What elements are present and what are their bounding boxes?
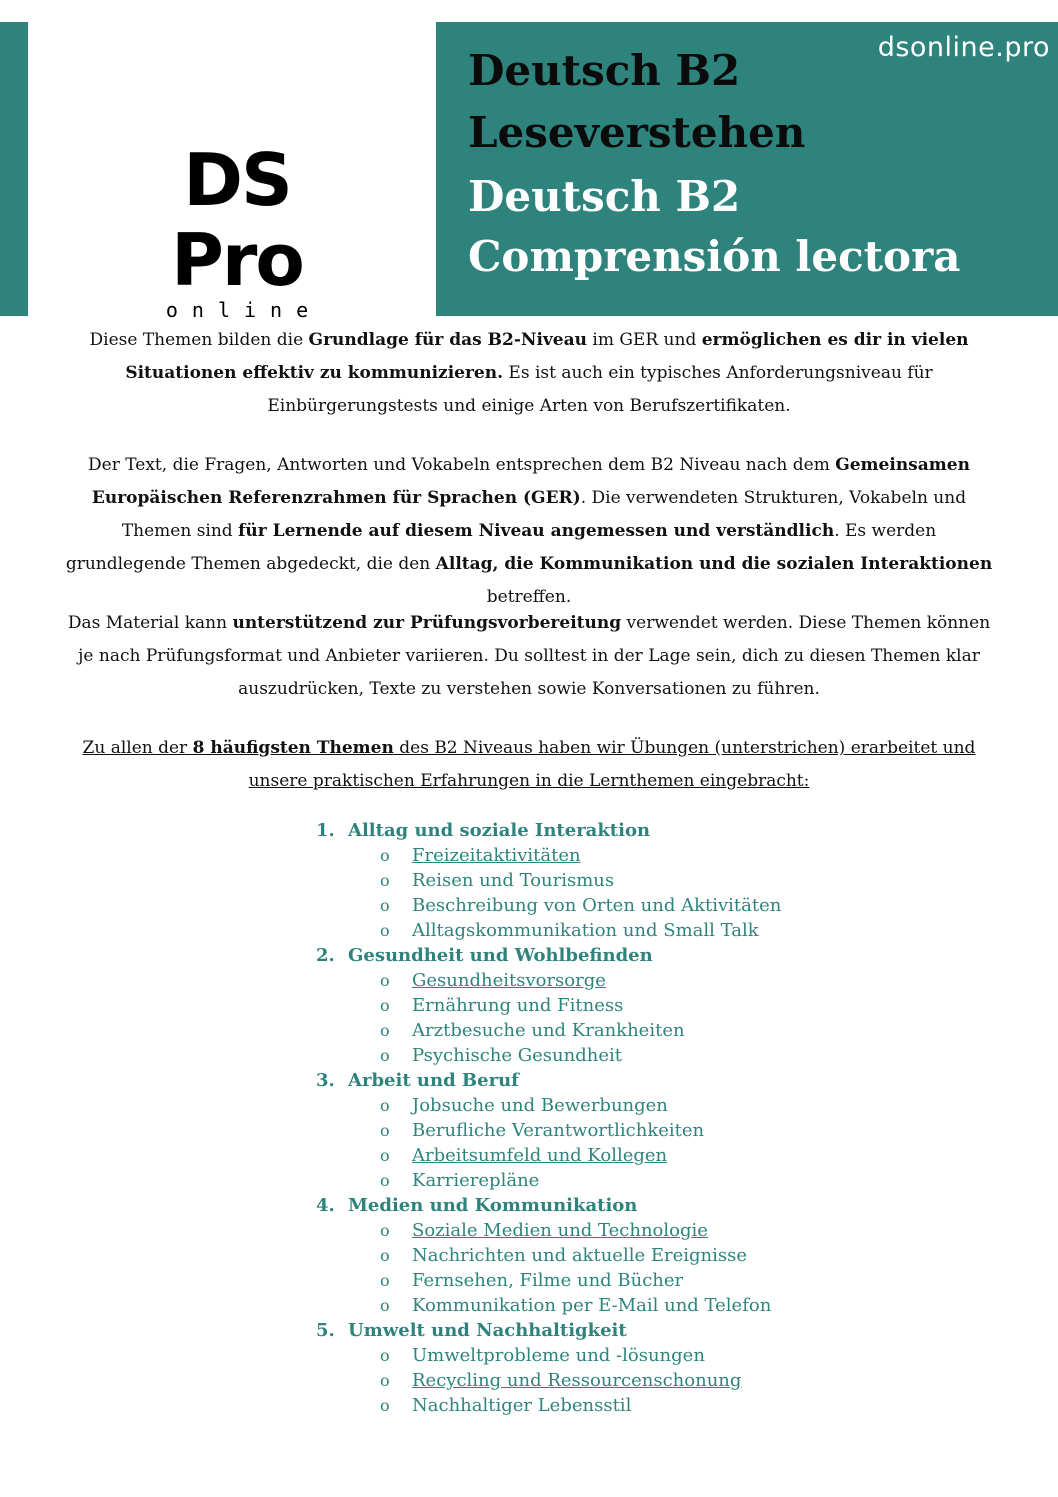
circle-bullet-icon: o	[380, 1271, 390, 1290]
exercise-link[interactable]: Freizeitaktivitäten	[412, 845, 581, 866]
text-run: unterstützend zur Prüfungsvorbereitung	[232, 613, 622, 633]
intro-paragraph	[60, 324, 998, 423]
topic-title: Arbeit und Beruf	[348, 1070, 519, 1091]
text-run: Zu allen der	[82, 738, 193, 758]
subtopic-item[interactable]	[316, 843, 1016, 868]
ds-pro-logo	[112, 140, 362, 322]
subtopic-item	[316, 1293, 1016, 1318]
exercise-link[interactable]: Arbeitsumfeld und Kollegen	[412, 1145, 668, 1166]
logo-wordmark: DS Pro	[171, 138, 303, 302]
subtopic-label: Umweltprobleme und -lösungen	[412, 1345, 705, 1366]
subtopic-item	[316, 1018, 1016, 1043]
topics-intro-paragraph	[60, 732, 998, 798]
circle-bullet-icon: o	[380, 1046, 390, 1065]
topic-number: 1.	[316, 820, 335, 841]
text-run: im GER und	[586, 330, 702, 350]
text-run: Alltag, die Kommunikation und die sozialen Interaktionen	[435, 554, 993, 574]
subtopic-item	[316, 1343, 1016, 1368]
text-run: Der Text, die Fragen, Antworten und Vokabeln entsprechen dem B2 Niveau nach dem	[88, 455, 836, 475]
text-run: Gemeinsamen Europäischen Referenzrahmen für Sprachen (GER)	[91, 455, 970, 508]
text-run: 8 häufigsten Themen	[192, 738, 394, 758]
subtopic-item	[316, 1118, 1016, 1143]
circle-bullet-icon: o	[380, 1371, 390, 1390]
subtopic-label: Beschreibung von Orten und Aktivitäten	[412, 895, 782, 916]
text-run: verwendet werden. Diese Themen können je nach Prüfungsformat und Anbieter variieren. Du solltest in der Lage sein, dich zu diesen Themen klar auszudrücken, Texte zu verstehen sowie Konversationen zu führen.	[78, 613, 991, 699]
circle-bullet-icon: o	[380, 1146, 390, 1165]
topic-title: Umwelt und Nachhaltigkeit	[348, 1320, 627, 1341]
text-run: . Die verwendeten Strukturen, Vokabeln und Themen sind	[121, 488, 967, 541]
circle-bullet-icon: o	[380, 1221, 390, 1240]
header-title-line-4: Comprensión lectora	[468, 232, 961, 281]
subtopic-item	[316, 893, 1016, 918]
circle-bullet-icon: o	[380, 1096, 390, 1115]
topic-number: 5.	[316, 1320, 335, 1341]
circle-bullet-icon: o	[380, 1171, 390, 1190]
topic-title: Alltag und soziale Interaktion	[348, 820, 651, 841]
topic-heading	[316, 1318, 1016, 1343]
exercise-link[interactable]: Gesundheitsvorsorge	[412, 970, 606, 991]
subtopic-item	[316, 918, 1016, 943]
topic-number: 3.	[316, 1070, 335, 1091]
subtopic-item[interactable]	[316, 968, 1016, 993]
subtopic-item	[316, 1393, 1016, 1418]
topic-heading	[316, 1193, 1016, 1218]
circle-bullet-icon: o	[380, 1246, 390, 1265]
circle-bullet-icon: o	[380, 996, 390, 1015]
circle-bullet-icon: o	[380, 871, 390, 890]
topic-list	[316, 818, 1016, 1418]
left-accent-bar	[0, 22, 28, 316]
topic-title: Gesundheit und Wohlbefinden	[348, 945, 653, 966]
circle-bullet-icon: o	[380, 1021, 390, 1040]
circle-bullet-icon: o	[380, 971, 390, 990]
exam-prep-paragraph	[60, 607, 998, 706]
text-run: des B2 Niveaus haben wir Übungen (unterstrichen) erarbeitet und unsere praktischen Erfahrungen in die Lernthemen eingebracht:	[248, 738, 976, 791]
subtopic-label: Reisen und Tourismus	[412, 870, 615, 891]
subtopic-label: Arztbesuche und Krankheiten	[412, 1020, 685, 1041]
text-run: betreffen.	[486, 587, 572, 607]
topic-heading	[316, 1068, 1016, 1093]
subtopic-item[interactable]	[316, 1368, 1016, 1393]
subtopic-item[interactable]	[316, 1218, 1016, 1243]
header-panel	[436, 22, 1058, 316]
subtopic-label: Kommunikation per E-Mail und Telefon	[412, 1295, 772, 1316]
subtopic-item	[316, 1168, 1016, 1193]
logo-subtitle: online	[165, 298, 323, 322]
text-run: Es ist auch ein typisches Anforderungsniveau für Einbürgerungstests und einige Arten von Berufszertifikaten.	[267, 363, 933, 416]
subtopic-label: Nachhaltiger Lebensstil	[412, 1395, 632, 1416]
circle-bullet-icon: o	[380, 1346, 390, 1365]
header-title-line-3: Deutsch B2	[468, 172, 741, 221]
subtopic-label: Fernsehen, Filme und Bücher	[412, 1270, 684, 1291]
circle-bullet-icon: o	[380, 1296, 390, 1315]
header-title-line-2: Leseverstehen	[468, 108, 806, 157]
level-description-paragraph	[60, 449, 998, 614]
text-run: ermöglichen es dir in vielen Situationen effektiv zu kommunizieren.	[125, 330, 969, 383]
site-url: dsonline.pro	[877, 32, 1050, 63]
text-run: Diese Themen bilden die	[89, 330, 309, 350]
circle-bullet-icon: o	[380, 1121, 390, 1140]
subtopic-label: Nachrichten und aktuelle Ereignisse	[412, 1245, 747, 1266]
text-run: Grundlage für das B2-Niveau	[308, 330, 587, 350]
subtopic-label: Psychische Gesundheit	[412, 1045, 622, 1066]
text-run: Das Material kann	[67, 613, 233, 633]
topic-title: Medien und Kommunikation	[348, 1195, 638, 1216]
subtopic-item	[316, 1268, 1016, 1293]
circle-bullet-icon: o	[380, 1396, 390, 1415]
subtopic-label: Karrierepläne	[412, 1170, 540, 1191]
topic-number: 2.	[316, 945, 335, 966]
subtopic-item	[316, 993, 1016, 1018]
circle-bullet-icon: o	[380, 921, 390, 940]
subtopic-item	[316, 1243, 1016, 1268]
circle-bullet-icon: o	[380, 846, 390, 865]
text-run: für Lernende auf diesem Niveau angemessen und verständlich	[238, 521, 835, 541]
subtopic-label: Ernährung und Fitness	[412, 995, 624, 1016]
header-title-line-1: Deutsch B2	[468, 46, 741, 95]
subtopic-label: Berufliche Verantwortlichkeiten	[412, 1120, 705, 1141]
topic-heading	[316, 818, 1016, 843]
subtopic-item[interactable]	[316, 1143, 1016, 1168]
topic-heading	[316, 943, 1016, 968]
subtopic-item	[316, 868, 1016, 893]
subtopic-item	[316, 1043, 1016, 1068]
text-run: . Es werden grundlegende Themen abgedeckt, die den	[65, 521, 937, 574]
subtopic-item	[316, 1093, 1016, 1118]
topic-number: 4.	[316, 1195, 335, 1216]
exercise-link[interactable]: Soziale Medien und Technologie	[412, 1220, 708, 1241]
subtopic-label: Jobsuche und Bewerbungen	[412, 1095, 668, 1116]
exercise-link[interactable]: Recycling und Ressourcenschonung	[412, 1370, 742, 1391]
circle-bullet-icon: o	[380, 896, 390, 915]
subtopic-label: Alltagskommunikation und Small Talk	[412, 920, 759, 941]
